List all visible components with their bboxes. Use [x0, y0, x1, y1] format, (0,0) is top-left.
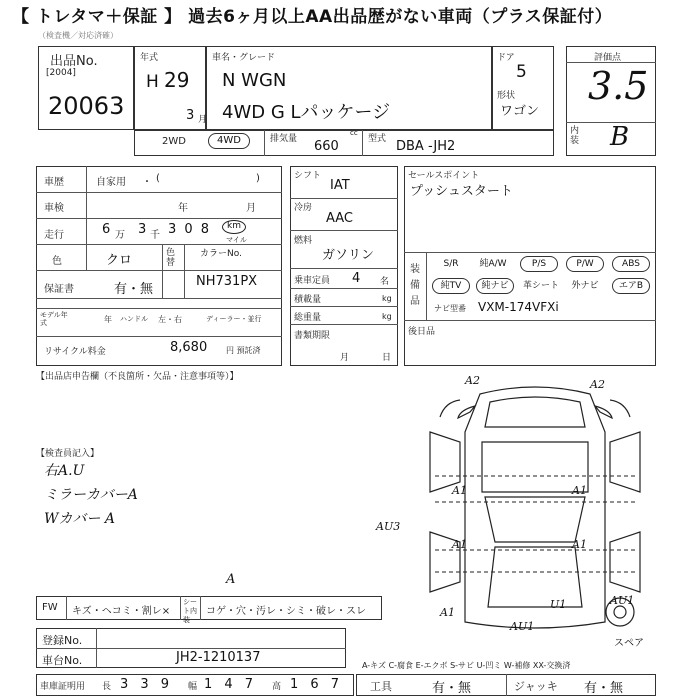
history-label: 車歴 — [44, 177, 64, 188]
cert-length-value: 3 3 9 — [120, 677, 174, 692]
interior-label: 内装 — [570, 126, 580, 146]
selling-point-label: セールスポイント — [408, 171, 480, 181]
history-dot: ・ — [142, 177, 152, 188]
month-unit: 月 — [198, 115, 208, 125]
history-close: ) — [256, 173, 260, 184]
chassis-label: 車台No. — [42, 654, 83, 667]
color-code-label: カラーNo. — [200, 249, 242, 259]
jack-label: ジャッキ — [514, 680, 558, 693]
year-era: H — [146, 72, 159, 92]
equip-leather: 革シート — [523, 281, 560, 291]
mark-a1-lower-right: A1 — [572, 538, 587, 551]
equip-aw: 純A/W — [479, 259, 507, 269]
mark-au3: AU3 — [376, 520, 401, 533]
defects-kizu: キズ・ヘコミ・割レ× — [72, 606, 171, 617]
defects-seat: コゲ・穴・汚レ・シミ・破レ・スレ — [206, 606, 366, 617]
mileage-sen: 3 — [138, 222, 147, 237]
equipment-label: 装備品 — [410, 264, 420, 307]
warranty-value: 有・無 — [114, 282, 154, 297]
history-private: 自家用 — [96, 177, 126, 188]
cert-width-value: 1 4 7 — [204, 677, 258, 692]
inspection-month: 月 — [246, 203, 256, 214]
jack-value: 有・無 — [584, 681, 624, 696]
banner: 【 トレタマ＋保証 】 過去6ヶ月以上AA出品歴がない車両（プラス保証付） — [12, 4, 692, 30]
capacity-value: 4 — [352, 271, 361, 286]
mileage-rest: 3 0 8 — [168, 222, 212, 237]
equip-ext-navi: 外ナビ — [571, 281, 599, 291]
defects-mark: A — [226, 572, 236, 587]
doors-value: 5 — [516, 62, 527, 82]
model-year-year: 年 — [104, 315, 112, 324]
capacity-unit: 名 — [380, 277, 390, 287]
mark-a1-lower-left: A1 — [452, 538, 467, 551]
equip-abs: ABS — [612, 256, 650, 272]
car-diagram — [400, 372, 670, 652]
equip-ps: P/S — [520, 256, 558, 272]
defects-seat-label: シート内装 — [183, 598, 197, 624]
displacement-value: 660 — [314, 139, 339, 154]
aircon-value: AAC — [326, 211, 353, 226]
registration-label: 登録No. — [42, 634, 83, 647]
seller-notes-label: 【出品店申告欄（不良箇所・欠品・注意事項等）】 — [36, 372, 239, 382]
inspection-year: 年 — [178, 203, 188, 214]
drive-row — [134, 130, 554, 156]
mileage-mile: マイル — [226, 236, 247, 244]
cert-length: 長 — [102, 682, 112, 692]
model-code-value: DBA -JH2 — [396, 139, 456, 154]
displacement-unit: cc — [350, 129, 358, 137]
equip-pw: P/W — [566, 256, 604, 272]
legend: A-キズ C-腐食 E-エクボ S-サビ U-凹ミ W-補修 XX-交換済 — [362, 661, 571, 670]
color-value: クロ — [106, 253, 133, 268]
subtitle: （検査機／対応済確） — [38, 31, 118, 40]
month-value: 3 — [186, 108, 195, 123]
inspector-line-2: ミラーカバーA — [44, 487, 138, 503]
inspector-label: 【検査員記入】 — [36, 449, 100, 459]
score-value: 3.5 — [588, 64, 649, 108]
lot-year-code: [2004] — [46, 68, 76, 78]
tools-label: 工具 — [370, 680, 392, 693]
drive-4wd: 4WD — [208, 133, 250, 149]
doors-label: ドア — [497, 53, 515, 63]
inspector-line-1: 右A.U — [44, 463, 85, 479]
inspector-line-3: Wカバー A — [44, 511, 115, 527]
mark-a2-right: A2 — [590, 378, 605, 391]
mileage-label: 走行 — [44, 230, 64, 241]
equip-airbag: エアB — [612, 278, 650, 294]
shift-label: シフト — [294, 171, 322, 181]
chassis-value: JH2-1210137 — [176, 650, 261, 665]
lot-number: 20063 — [48, 92, 125, 120]
gross-label: 総重量 — [294, 313, 322, 323]
aircon-label: 冷房 — [294, 203, 313, 213]
later-label: 後日品 — [408, 327, 436, 337]
interior-value: B — [610, 122, 630, 152]
year-label: 年式 — [140, 53, 159, 63]
recycle-label: リサイクル料金 — [44, 347, 106, 357]
selling-point-value: プッシュスタート — [410, 184, 513, 199]
mileage-km: km — [222, 220, 246, 234]
gross-unit: kg — [382, 312, 392, 321]
model-year-label: モデル年式 — [40, 311, 68, 327]
navi-label: ナビ型番 — [434, 304, 466, 313]
fuel-label: 燃料 — [294, 236, 313, 246]
car-name: N WGN — [222, 70, 287, 91]
cert-label: 車庫証明用 — [40, 682, 86, 692]
mark-au1-right: AU1 — [610, 594, 635, 607]
year-value: 29 — [164, 68, 190, 92]
capacity-label: 乗車定員 — [294, 276, 331, 286]
mileage-man-unit: 万 — [115, 230, 125, 241]
model-year-lr: 左・右 — [158, 315, 182, 324]
mark-u1: U1 — [550, 598, 567, 611]
shape-label: 形状 — [497, 91, 516, 101]
mileage-sen-unit: 千 — [150, 230, 160, 241]
equip-tv: 純TV — [432, 278, 470, 294]
model-code-label: 型式 — [368, 134, 387, 144]
color-change: 色替 — [166, 248, 176, 268]
displacement-label: 排気量 — [270, 134, 298, 144]
defects-fw: FW — [42, 602, 58, 613]
car-label: 車名・グレード — [212, 53, 276, 63]
color-label: 色 — [52, 256, 62, 267]
car-grade: 4WD G Lパッケージ — [222, 102, 391, 123]
docs-month: 月 — [340, 353, 350, 363]
fuel-value: ガソリン — [322, 248, 375, 263]
mileage-man: 6 — [102, 222, 111, 237]
model-year-handle: ハンドル — [120, 315, 148, 323]
mark-a2-left: A2 — [465, 374, 480, 387]
warranty-label: 保証書 — [44, 284, 74, 295]
navi-model: VXM-174VFXi — [478, 300, 559, 314]
mark-a1-right: A1 — [572, 484, 587, 497]
model-year-dealer: ディーラー・並行 — [206, 315, 262, 323]
score-label: 評価点 — [594, 53, 622, 63]
equip-sr: S/R — [443, 259, 459, 269]
cert-height-value: 1 6 7 — [290, 677, 344, 692]
load-label: 積載量 — [294, 295, 322, 305]
color-code: NH731PX — [196, 274, 258, 289]
cert-width: 幅 — [188, 682, 198, 692]
recycle-value: 8,680 — [170, 340, 208, 355]
cert-height: 高 — [272, 682, 282, 692]
docs-label: 書類期限 — [294, 331, 331, 341]
mark-a1-rear: A1 — [440, 606, 455, 619]
shape-value: ワゴン — [500, 104, 540, 119]
load-unit: kg — [382, 294, 392, 303]
drive-2wd: 2WD — [162, 136, 186, 147]
spare-label: スペア — [614, 638, 644, 649]
mark-au1-rear: AU1 — [510, 620, 535, 633]
recycle-unit: 円 預託済 — [226, 346, 261, 355]
mark-a1-left: A1 — [452, 484, 467, 497]
lot-label: 出品No. — [50, 54, 98, 69]
equip-navi: 純ナビ — [476, 278, 514, 294]
docs-day: 日 — [382, 353, 392, 363]
tools-value: 有・無 — [432, 681, 472, 696]
history-open: ( — [156, 173, 160, 184]
inspection-label: 車検 — [44, 203, 64, 214]
shift-value: IAT — [330, 178, 350, 193]
